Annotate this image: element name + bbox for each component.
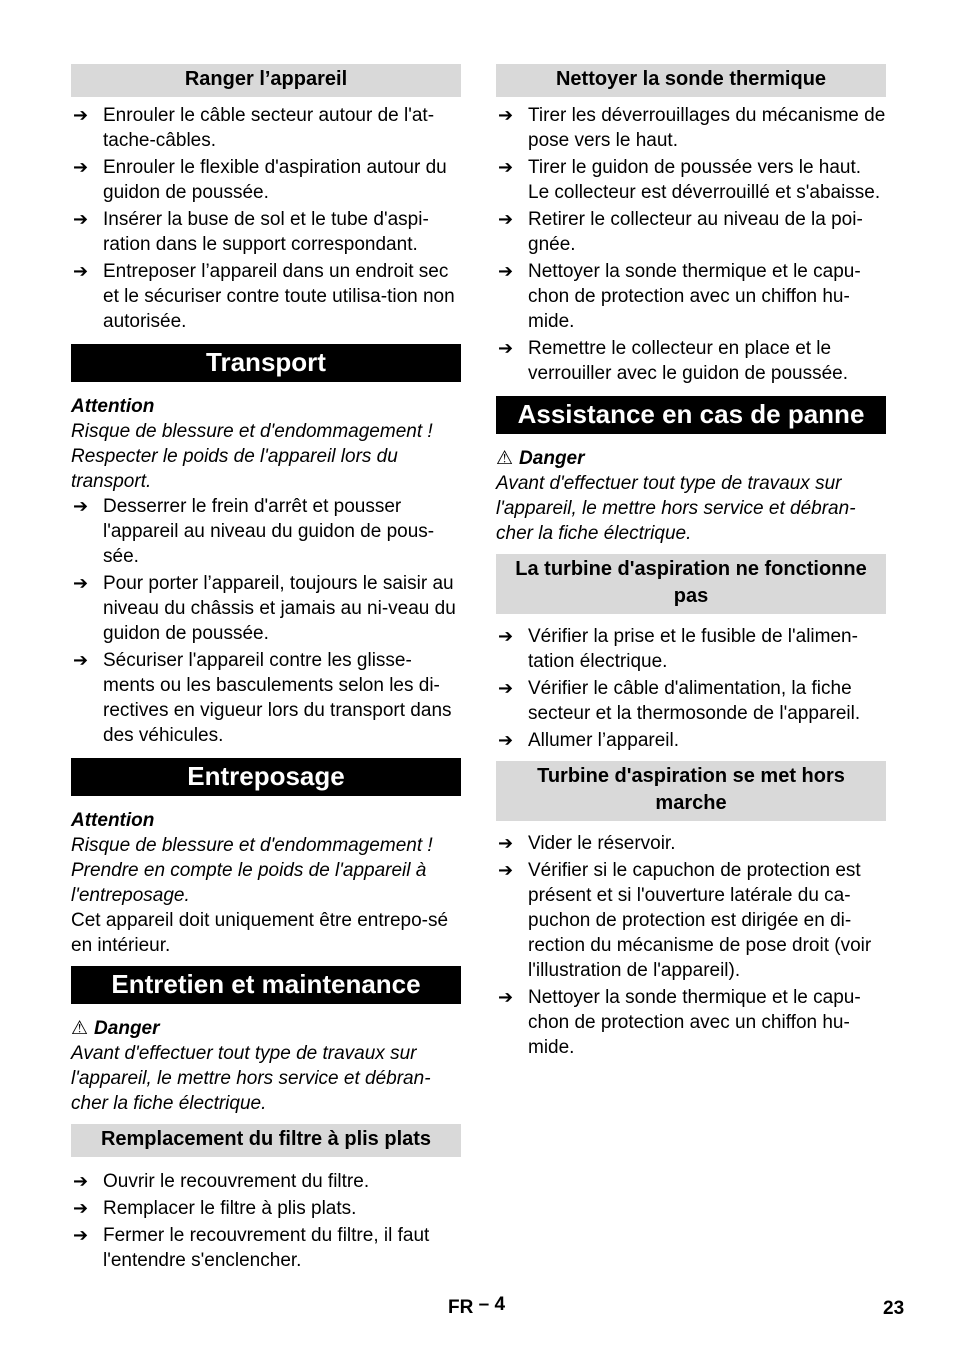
heading-turbine-ne-fonctionne-pas: La turbine d'aspiration ne fonctionne pas bbox=[496, 554, 886, 614]
list-item: ➔ Entreposer l’appareil dans un endroit sec et le sécuriser contre toute utilisa-tion non autorisée. bbox=[73, 261, 455, 332]
arrow-icon: ➔ bbox=[498, 157, 514, 177]
list-item: ➔ Vérifier le câble d'alimentation, la fiche secteur et la thermosonde de l'appareil. bbox=[498, 678, 861, 724]
list-item: ➔ Nettoyer la sonde thermique et le capu-chon de protection avec un chiffon hu-mide. bbox=[498, 987, 861, 1058]
page-number: 23 bbox=[883, 1298, 905, 1319]
heading-transport: Transport bbox=[71, 344, 461, 382]
arrow-icon: ➔ bbox=[498, 626, 514, 646]
heading-entretien: Entretien et maintenance bbox=[71, 966, 461, 1004]
heading-sonde: Nettoyer la sonde thermique bbox=[496, 64, 886, 97]
list-item: ➔ Allumer l’appareil. bbox=[498, 730, 680, 751]
arrow-icon: ➔ bbox=[498, 209, 514, 229]
list-turbine-1 bbox=[496, 624, 886, 753]
notice-title-entretien: ⚠ Danger bbox=[71, 1018, 160, 1039]
list-item: ➔ Remettre le collecteur en place et le verrouiller avec le guidon de poussée. bbox=[498, 338, 849, 384]
left-column bbox=[71, 64, 461, 1275]
footer-language: FR – 4 bbox=[448, 1294, 506, 1318]
notice-title-transport: Attention bbox=[71, 396, 155, 417]
arrow-icon: ➔ bbox=[73, 157, 89, 177]
notice-text-assistance: Avant d'effectuer tout type de travaux sur l'appareil, le mettre hors service et débran-cher la fiche électrique. bbox=[496, 473, 856, 544]
arrow-icon: ➔ bbox=[498, 860, 514, 880]
heading-filtre: Remplacement du filtre à plis plats bbox=[71, 1124, 461, 1157]
arrow-icon: ➔ bbox=[73, 1171, 89, 1191]
notice-title-assistance: ⚠ Danger bbox=[496, 448, 585, 469]
arrow-icon: ➔ bbox=[73, 261, 89, 281]
list-item: ➔ Vider le réservoir. bbox=[498, 833, 676, 854]
notice-text-entretien: Avant d'effectuer tout type de travaux sur l'appareil, le mettre hors service et débran-cher la fiche électrique. bbox=[71, 1043, 431, 1114]
arrow-icon: ➔ bbox=[73, 1225, 89, 1245]
arrow-icon: ➔ bbox=[73, 105, 89, 125]
list-item: ➔ Vérifier la prise et le fusible de l'alimen-tation électrique. bbox=[498, 626, 858, 672]
notice-text-entreposage: Risque de blessure et d'endommagement ! Prendre en compte le poids de l'appareil à l'entreposage. bbox=[71, 835, 433, 906]
heading-turbine-hors-marche: Turbine d'aspiration se met hors marche bbox=[496, 761, 886, 821]
list-item: ➔ Enrouler le flexible d'aspiration autour du guidon de poussée. bbox=[73, 157, 447, 203]
footer-section-number: – 4 bbox=[478, 1294, 506, 1315]
arrow-icon: ➔ bbox=[498, 338, 514, 358]
list-item: ➔ Remplacer le filtre à plis plats. bbox=[73, 1198, 357, 1219]
heading-entreposage: Entreposage bbox=[71, 758, 461, 796]
arrow-icon: ➔ bbox=[73, 496, 89, 516]
arrow-icon: ➔ bbox=[73, 209, 89, 229]
arrow-icon: ➔ bbox=[498, 987, 514, 1007]
list-item: ➔ Retirer le collecteur au niveau de la poi-gnée. bbox=[498, 209, 863, 255]
list-transport bbox=[71, 494, 461, 748]
arrow-icon: ➔ bbox=[73, 1198, 89, 1218]
entreposage-text: Cet appareil doit uniquement être entrepo-sé en intérieur. bbox=[71, 910, 449, 956]
heading-assistance: Assistance en cas de panne bbox=[496, 396, 886, 434]
arrow-icon: ➔ bbox=[498, 261, 514, 281]
list-item: ➔ Fermer le recouvrement du filtre, il faut l'entendre s'enclencher. bbox=[73, 1225, 430, 1271]
list-sonde bbox=[496, 103, 886, 386]
list-item: ➔ Nettoyer la sonde thermique et le capu-chon de protection avec un chiffon hu-mide. bbox=[498, 261, 861, 332]
list-item: ➔ Tirer les déverrouillages du mécanisme de pose vers le haut. bbox=[498, 105, 886, 151]
list-item: ➔ Pour porter l’appareil, toujours le saisir au niveau du châssis et jamais au ni-veau du guidon de poussée. bbox=[73, 573, 456, 644]
list-item: ➔ Tirer le guidon de poussée vers le haut. Le collecteur est déverrouillé et s'abaisse. bbox=[498, 157, 881, 203]
arrow-icon: ➔ bbox=[498, 678, 514, 698]
list-turbine-2 bbox=[496, 831, 886, 1060]
notice-title-entreposage: Attention bbox=[71, 810, 155, 831]
arrow-icon: ➔ bbox=[498, 105, 514, 125]
arrow-icon: ➔ bbox=[73, 650, 89, 670]
warning-triangle-icon: ⚠ bbox=[71, 1018, 89, 1039]
arrow-icon: ➔ bbox=[498, 833, 514, 853]
right-column bbox=[496, 64, 886, 1062]
notice-text-transport: Risque de blessure et d'endommagement ! Respecter le poids de l'appareil lors du transport. bbox=[71, 421, 433, 492]
list-item: ➔ Enrouler le câble secteur autour de l'at-tache-câbles. bbox=[73, 105, 435, 151]
list-item: ➔ Desserrer le frein d'arrêt et pousser l'appareil au niveau du guidon de pous-sée. bbox=[73, 496, 435, 567]
list-item: ➔ Vérifier si le capuchon de protection est présent et si l'ouverture latérale du ca-puchon de protection est dirigée en di-rection du mécanisme de pose droit (voir l'illustration de l'appareil). bbox=[498, 860, 872, 981]
list-item: ➔ Insérer la buse de sol et le tube d'aspi-ration dans le support correspondant. bbox=[73, 209, 429, 255]
heading-ranger: Ranger l’appareil bbox=[71, 64, 461, 97]
arrow-icon: ➔ bbox=[73, 573, 89, 593]
list-item: ➔ Sécuriser l'appareil contre les glisse-ments ou les basculements selon les di-rectives en vigueur lors du transport dans des véhicules. bbox=[73, 650, 452, 746]
warning-triangle-icon: ⚠ bbox=[496, 448, 514, 469]
list-ranger bbox=[71, 103, 461, 334]
list-filtre bbox=[71, 1169, 461, 1273]
arrow-icon: ➔ bbox=[498, 730, 514, 750]
list-item: ➔ Ouvrir le recouvrement du filtre. bbox=[73, 1171, 370, 1192]
